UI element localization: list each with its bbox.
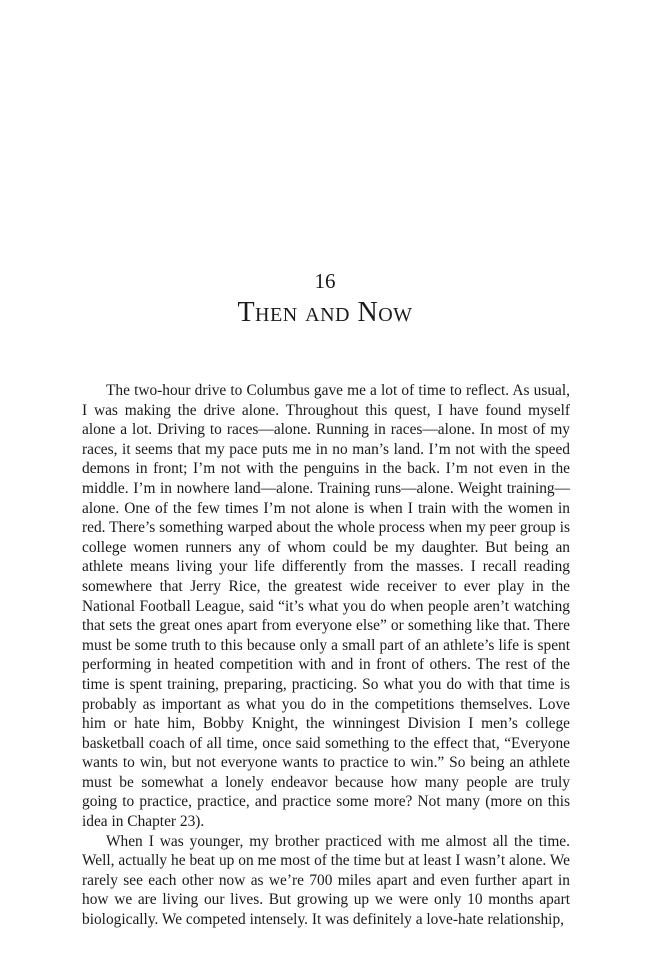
chapter-body [82,381,570,930]
paragraph-1: The two-hour drive to Columbus gave me a lot of time to reflect. As usual, I was making the drive alone. Throughout this quest, I have found myself alone a lot. Driving to races—alone. Running in races—alone. In most of my races, it seems that my pace puts me in no man’s land. I’m not with the speed demons in front; I’m not with the penguins in the back. I’m not even in the middle. I’m in nowhere land—alone. Training runs—alone. Weight training—alone. One of the few times I’m not alone is when I train with the women in red. There’s something warped about the whole process when my peer group is college women runners any of whom could be my daughter. But being an athlete means living your life differently from the masses. I recall reading somewhere that Jerry Rice, the greatest wide receiver to ever play in the National Football League, said “it’s what you do when people aren’t watching that sets the great ones apart from everyone else” or something like that. There must be some truth to this because only a small part of an athlete’s life is spent performing in heated competition with and in front of others. The rest of the time is spent training, preparing, practicing. So what you do with that time is probably as important as what you do in the competitions themselves. Love him or hate him, Bobby Knight, the winningest Division I men’s college basketball coach of all time, once said something to the effect that, “Everyone wants to win, but not everyone wants to practice to win.” So being an athlete must be somewhat a lonely endeavor because how many people are truly going to practice, practice, and practice some more? Not many (more on this idea in Chapter 23). [82,382,570,831]
chapter-title: Then and Now [237,297,413,328]
paragraph-2: When I was younger, my brother practiced with me almost all the time. Well, actually he beat up on me most of the time but at least I wasn’t alone. We rarely see each other now as we’re 700 miles apart and even further apart in how we are living our lives. But growing up we were only 10 months apart biologically. We competed intensely. It was definitely a love-hate relationship, [82,832,570,929]
chapter-number: 16 [314,269,336,293]
